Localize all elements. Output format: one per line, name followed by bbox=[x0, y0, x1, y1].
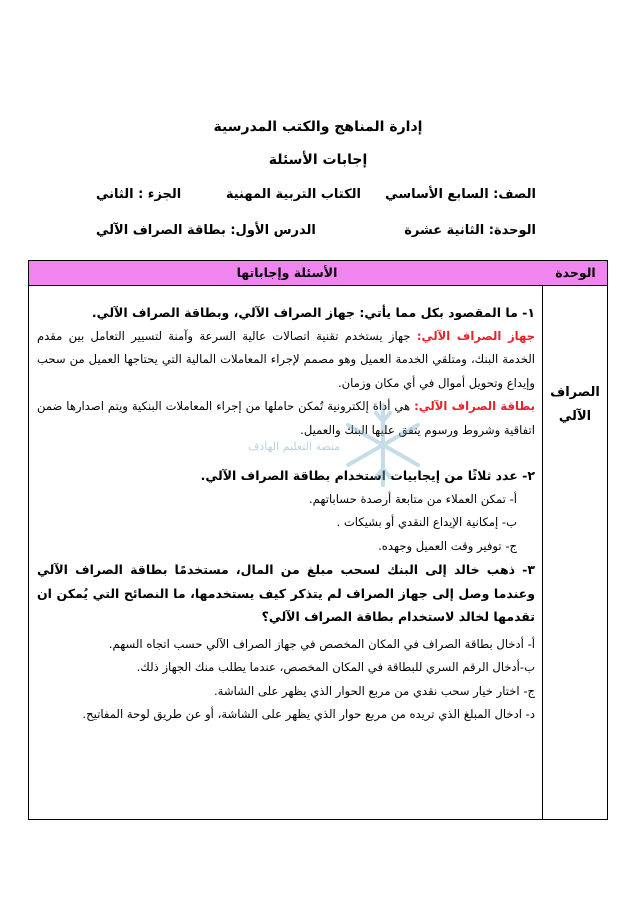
info-row-unit bbox=[96, 223, 536, 243]
column-divider bbox=[542, 285, 543, 819]
definition-atm-card: هي أداة إلكترونية تُمكن حاملها من إجراء المعاملات البنكية ويتم اصدارها ضمن اتفاقية وشروط ورسوم يتفق عليها البنك والعميل. bbox=[37, 399, 535, 437]
question-3: ٣- ذهب خالد إلى البنك لسحب مبلغ من المال، مستخدمًا بطاقة الصراف الآلي وعندما وصل إلى جهاز الصراف لم يتذكر كيف يستخدمها، ما النصائح التي يُمكن ان تقدمها لخالد لاستخدام بطاقة الصراف الآلي؟ bbox=[37, 562, 535, 624]
question-2: ٢- عدد ثلاثًا من إيجابيات استخدام بطاقة الصراف الآلي. bbox=[200, 468, 535, 483]
unit-name-line1: الصراف bbox=[550, 385, 600, 400]
answer-3-b: ب-أدخال الرقم السري للبطاقة في المكان المخصص، عندما يطلب منك الجهاز ذلك. bbox=[136, 660, 535, 674]
term-atm-card: بطاقة الصراف الآلي: bbox=[414, 399, 535, 413]
unit-label: الوحدة: الثانية عشرة bbox=[404, 223, 536, 238]
document-subtitle: إجابات الأسئلة bbox=[268, 152, 368, 168]
grade-label: الصف: السابع الأساسي bbox=[385, 187, 536, 202]
info-row-grade bbox=[96, 187, 536, 207]
book-label: الكتاب التربية المهنية bbox=[225, 187, 361, 202]
column-header-qa: الأسئلة وإجاباتها bbox=[29, 261, 545, 285]
header-divider bbox=[29, 285, 607, 286]
part-label: الجزء : الثاني bbox=[96, 187, 182, 202]
unit-name-line2: الآلي bbox=[558, 409, 592, 424]
answer-1-atm-card bbox=[37, 395, 535, 442]
answer-2-b: ب- إمكانية الإيداع النقدي أو بشيكات . bbox=[336, 515, 517, 529]
answer-3-a: أ- أدخال بطاقة الصراف في المكان المخصص في جهاز الصراف الآلي حسب اتجاه السهم. bbox=[108, 636, 535, 651]
answer-3-c: ج- اختار خيار سحب نقدي من مربع الحوار الذي يظهر على الشاشة. bbox=[214, 683, 535, 698]
ministry-title: إدارة المناهج والكتب المدرسية bbox=[213, 119, 423, 135]
column-header-unit: الوحدة bbox=[543, 261, 607, 285]
lesson-label: الدرس الأول: بطاقة الصراف الآلي bbox=[96, 223, 316, 238]
watermark-text: منصة التعليم الهادف bbox=[248, 440, 341, 453]
question-1: ١- ما المقصود بكل مما يأتي: جهاز الصراف الآلي، وبطاقة الصراف الآلي. bbox=[91, 305, 535, 320]
answer-2-a: أ- تمكن العملاء من متابعة أرصدة حساباتهم. bbox=[308, 491, 517, 506]
answer-3-d: د- ادخال المبلغ الذي تريده من مربع حوار الذي يظهر على الشاشة، أو عن طريق لوحة المفاتيح. bbox=[82, 707, 535, 721]
answer-2-c: ج- توفير وقت العميل وجهده. bbox=[378, 538, 517, 553]
term-atm-device: جهاز الصراف الآلي: bbox=[416, 328, 535, 343]
definition-atm-device: جهاز يستخدم تقنية اتصالات عالية السرعة وآمنة لتسيير التعامل بين مقدم الخدمة البنك، ومتلقي الخدمة العميل وهو مصمم لإجراء المعاملات المالية التي يحتاجها العميل من سحب وإيداع وتحويل أموال في أي مكان وزمان. bbox=[37, 328, 535, 390]
answer-1-atm-device bbox=[37, 325, 535, 396]
qa-content bbox=[37, 301, 535, 727]
qa-table bbox=[28, 260, 608, 820]
unit-cell bbox=[543, 381, 607, 429]
